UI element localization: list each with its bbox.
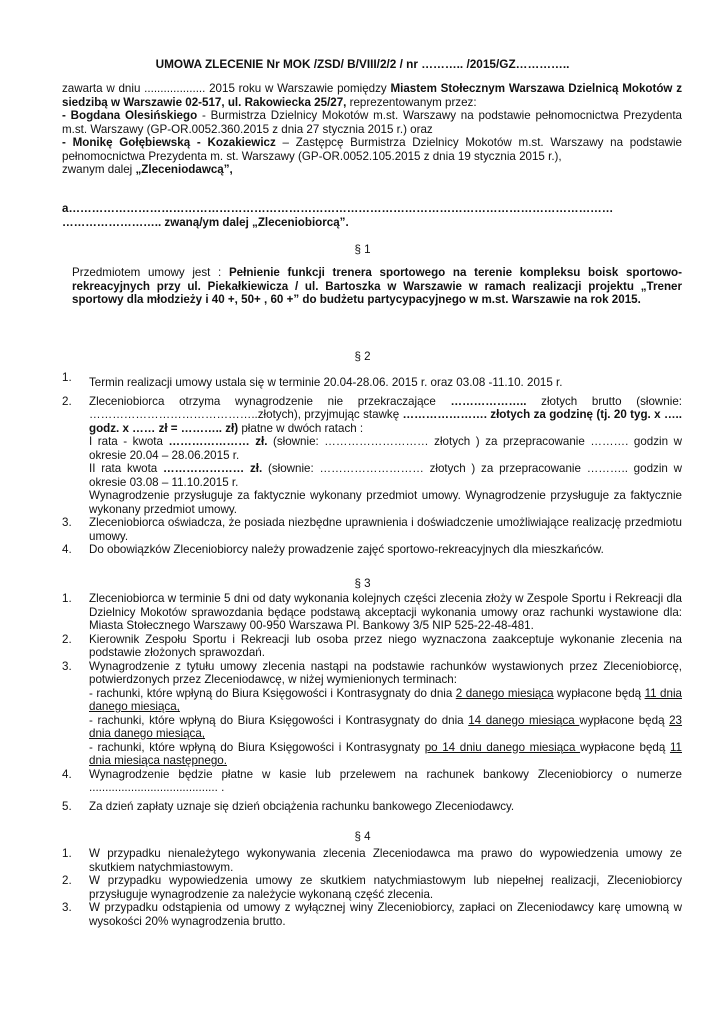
payment-term-1 [89,687,682,714]
item-text [89,395,682,436]
installment-2-details: (słownie: ……………………… złotych ) za przepracowanie ……….. godzin w okresie 03.08 – 11.10.2015 r. [89,462,682,489]
installment-1 [89,435,682,462]
section-2-item-1 [62,371,682,390]
payment-term-3-paid: wypłacone będą [580,740,670,754]
section-3-item-2 [62,633,682,660]
representative-2-authority: – Zastępcę Burmistrza Dzielnicy Mokotów m.st. Warszawy na podstawie pełnomocnictwa Prezydenta m. st. Warszawy (GP-OR.0052.105.2015 z dnia 19 stycznia 2015 r.), [62,136,682,163]
section-1-heading: § 1 [354,243,371,256]
installments-text: płatne w dwóch ratach : [238,421,364,435]
item-number: 2. [62,632,72,646]
item-number: 4. [62,767,72,781]
section-2-item-2 [62,395,682,517]
payment-term-2-date: 23 dnia danego miesiąca, [89,713,683,740]
payment-term-1-date: 11 dnia danego miesiąca, [89,686,682,713]
item-text: Kierownik Zespołu Sportu i Rekreacji lub osoba przez niego wyznaczona zaakceptuje wykonanie zlecenia na podstawie złożonych sprawozdań. [89,632,682,659]
payment-term-3-deadline: po 14 dniu danego miesiąca [424,740,581,754]
payment-term-1-text: - rachunki, które wpłyną do Biura Księgowości i Kontrasygnaty do dnia [89,686,456,700]
payment-term-1-deadline: 2 danego miesiąca [455,686,554,700]
remuneration-amount: ……………….. [450,394,527,408]
item-number: 1. [62,592,72,605]
item-text: Zleceniobiorca oświadcza, że posiada niezbędne uprawnienia i doświadczenie umożliwiające realizację przedmiotu umowy. [89,516,682,543]
item-text: Zleceniobiorca w terminie 5 dni od daty wykonania kolejnych części zlecenia złoży w Zespole Sportu i Rekreacji dla Dzielnicy Mokotów sprawozdania będące podstawą akceptacji wykonania umowy oraz rachunki wystawione dla: Miasta Stołecznego Warszawy 00-950 Warszawa Pl. Bankowy 3/5 NIP 525-22-48-481. [89,592,682,632]
intro-representative-1 [62,109,682,136]
contractor-line-1: a…………………………………………………………………………………………………………………………… [62,202,614,215]
item-number: 1. [62,847,72,860]
representative-1-authority: - Burmistrza Dzielnicy Mokotów m.st. Warszawy na podstawie pełnomocnictwa Prezydenta m.st. Warszawy (GP-OR.0052.360.2015 z dnia 27 stycznia 2015 r.) oraz [62,109,683,136]
payment-term-3 [89,741,682,768]
contract-title: UMOWA ZLECENIE Nr MOK /ZSD/ B/VIII/2/2 / nr ……….. /2015/GZ………….. [155,57,570,71]
section-3-list [62,592,682,813]
client-alias-prefix: zwanym dalej [62,163,136,176]
intro-parties [62,82,682,109]
item-number: 3. [62,659,72,673]
installment-1-amount: ………………… zł. [168,435,268,448]
section-2-item-4 [62,543,682,557]
intro-representative-2 [62,136,682,163]
item-text: W przypadku wypowiedzenia umowy ze skutkiem natychmiastowym lub niepełnej realizacji, Zleceniobiorcy przysługuje wynagrodzenie za należycie wykonaną część zlecenia. [89,874,682,901]
section-1-body [72,266,682,307]
representative-2-name: - Monikę Gołębiewską - Kozakiewicz [62,136,276,149]
client-alias: „Zleceniodawcą”, [135,163,233,176]
contract-intro [62,82,682,177]
item-text: W przypadku nienależytego wykonywania zlecenia Zleceniodawca ma prawo do wypowiedzenia umowy ze skutkiem natychmiastowym. [89,847,682,874]
item-number: 1. [62,371,72,384]
representative-1-name: - Bogdana Olesińskiego [62,109,198,122]
item-number: 2. [62,394,72,408]
section-3-item-3 [62,660,682,768]
payment-term-2-deadline: 14 danego miesiąca [468,713,580,727]
payment-term-2-paid: wypłacone będą [579,713,670,727]
section-3-heading: § 3 [354,577,371,590]
item-text: Wynagrodzenie z tytułu umowy zlecenia nastąpi na podstawie rachunków wystawionych przez Zleceniobiorcę, potwierdzonych przez Zleceniodawcę, w niżej wymienionych terminach: [89,659,682,686]
intro-date-text: zawarta w dniu ................... 2015 roku w Warszawie pomiędzy [62,82,391,95]
item-text: Termin realizacji umowy ustala się w terminie 20.04-28.06. 2015 r. oraz 03.08 -11.10. 2015 r. [89,376,563,389]
installment-1-label: I rata - kwota [89,435,169,448]
remuneration-text: Zleceniobiorca otrzyma wynagrodzenie nie przekraczające [89,394,451,408]
section-4-item-3 [62,901,682,928]
installment-2-label: II rata kwota [89,462,164,475]
item-number: 4. [62,543,72,556]
item-text: Wynagrodzenie będzie płatne w kasie lub przelewem na rachunek bankowy Zleceniobiorcy o numerze ........................................ . [89,767,682,794]
section-3-item-4 [62,768,682,795]
remuneration-note: Wynagrodzenie przysługuje za faktycznie wykonany przedmiot umowy. Wynagrodzenie przysługuje za faktycznie wykonany przedmiot umowy. [89,489,682,516]
payment-term-2 [89,714,682,741]
contractor-party [62,202,682,229]
item-number: 5. [62,799,72,813]
section-1-subject: Pełnienie funkcji trenera sportowego na terenie kompleksu boisk sportowo-rekreacyjnych przy ul. Piekałkiewicza / ul. Bartoszka w Warszawie w ramach realizacji projektu „Trener sportowy dla młodzieży i 40 +, 50+ , 60 +” do budżetu partycypacyjnego w m.st. Warszawie na rok 2015. [72,266,682,306]
item-text: Do obowiązków Zleceniobiorcy należy prowadzenie zajęć sportowo-rekreacyjnych dla mieszkańców. [89,543,604,556]
intro-client-name: Miastem Stołecznym Warszawa Dzielnicą Mokotów z siedzibą w Warszawie 02-517, ul. Rakowiecka 25/27, [62,82,682,109]
installment-1-details: (słownie: ……………………… złotych ) za przepracowanie ………. godzin w okresie 20.04 – 28.06.2015 r. [89,435,682,462]
installment-2-amount: ………………… zł. [163,462,263,475]
section-4-heading: § 4 [354,830,371,843]
item-number: 3. [62,901,72,914]
intro-client-alias [62,163,682,177]
section-2-heading: § 2 [354,350,371,363]
contractor-line-2: …………………….. zwaną/ym dalej „Zleceniobiorcą”. [62,215,349,229]
item-text: Za dzień zapłaty uznaje się dzień obciążenia rachunku bankowego Zleceniodawcy. [89,799,515,813]
section-2-item-3 [62,516,682,543]
section-3-item-5 [62,800,682,814]
payment-term-3-date: 11 dnia miesiąca następnego. [89,740,682,767]
item-text: W przypadku odstąpienia od umowy z wyłącznej winy Zleceniobiorcy, zapłaci on Zleceniodawcy karę umowną w wysokości 20% wynagrodzenia brutto. [89,901,682,928]
section-4-item-1 [62,847,682,874]
payment-term-1-paid: wypłacone będą [553,686,645,700]
payment-term-2-text: - rachunki, które wpłyną do Biura Księgowości i Kontrasygnaty do dnia [89,713,469,727]
section-4-item-2 [62,874,682,901]
payment-term-3-text: - rachunki, które wpłyną do Biura Księgowości i Kontrasygnaty [89,740,425,754]
section-1-intro: Przedmiotem umowy jest : [72,266,229,279]
intro-represented-text: reprezentowanym przez: [346,95,477,109]
section-3-item-1 [62,592,682,633]
remuneration-words: złotych brutto (słownie: ……………………………………..złotych), przyjmując stawkę [89,394,683,421]
section-4-list [62,847,682,928]
item-number: 2. [62,874,72,887]
item-number: 3. [62,516,72,529]
section-1-text [72,266,682,307]
installment-2 [89,462,682,489]
hourly-rate: …………………. złotych za godzinę (tj. 20 tyg. x ….. godz. x …… zł = ……….. zł) [89,408,683,435]
section-2-list [62,371,682,557]
